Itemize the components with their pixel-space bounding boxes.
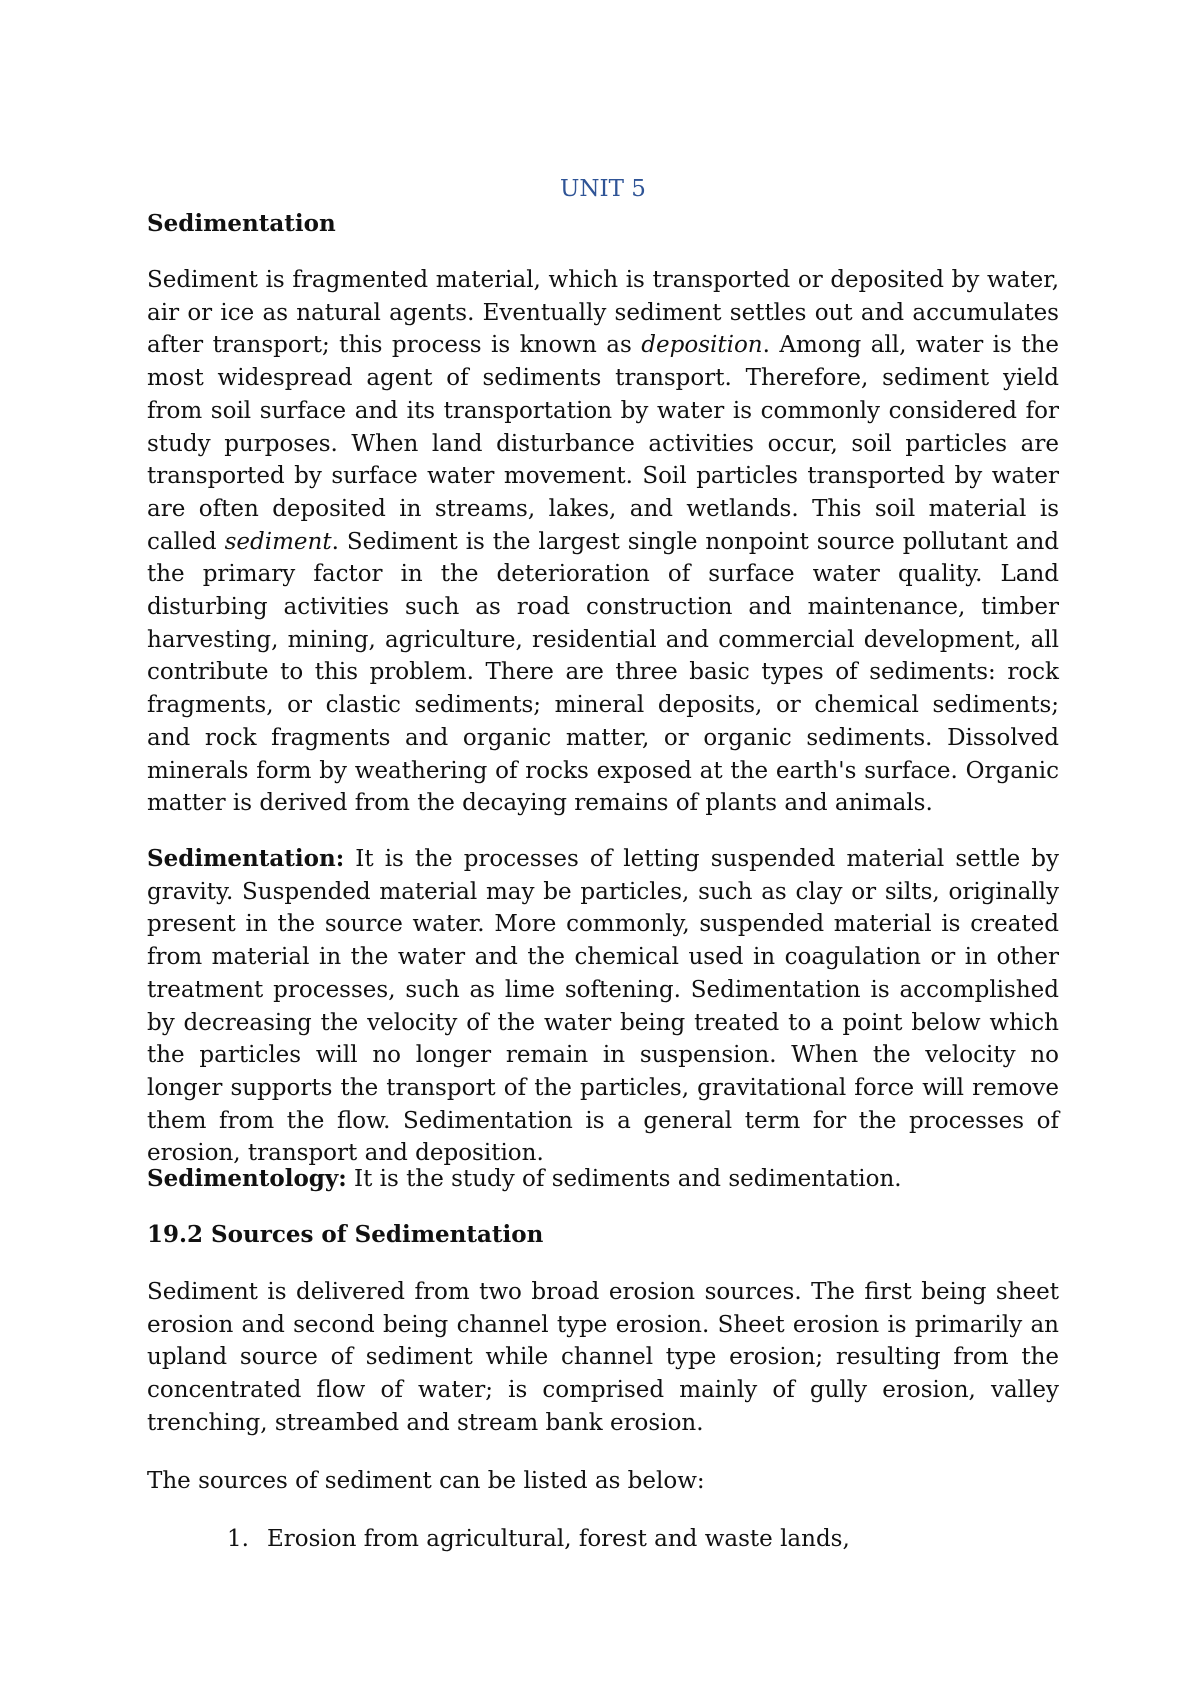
subsection-title: 19.2 Sources of Sedimentation	[147, 1221, 544, 1248]
intro-text-part1: Sediment is fragmented material, which is transported or deposited by water, air or ice as natural agents. Eventually sediment settles out and accumulates after transport; this process is known as	[147, 267, 1059, 359]
sedimentation-label: Sedimentation:	[147, 845, 345, 872]
list-item-number: 1.	[227, 1526, 249, 1552]
sources-list	[227, 1523, 1059, 1556]
term-sediment: sediment	[224, 528, 332, 555]
sources-paragraph: Sediment is delivered from two broad erosion sources. The first being sheet erosion and second being channel type erosion. Sheet erosion is primarily an upland source of sediment while channel type erosion; resulting from the concentrated flow of water; is comprised mainly of gully erosion, valley trenching, streambed and stream bank erosion.	[147, 1279, 1059, 1436]
sedimentology-text: It is the study of sediments and sedimentation.	[346, 1166, 902, 1192]
intro-text-part3: . Sediment is the largest single nonpoint source pollutant and the primary factor in the deterioration of surface water quality. Land disturbing activities such as road construction and maintenance, timber harvesting, mining, agriculture, residential and commercial development, all contribute to this problem. There are three basic types of sediments: rock fragments, or clastic sediments; mineral deposits, or chemical sediments; and rock fragments and organic matter, or organic sediments. Dissolved minerals form by weathering of rocks exposed at the earth's surface. Organic matter is derived from the decaying remains of plants and animals.	[147, 528, 1059, 817]
sedimentology-definition	[147, 1163, 1059, 1196]
intro-text-part2: . Among all, water is the most widespread agent of sediments transport. Therefore, sediment yield from soil surface and its transportation by water is commonly considered for study purposes. When land disturbance activities occur, soil particles are transported by surface water movement. Soil particles transported by water are often deposited in streams, lakes, and wetlands. This soil material is called	[147, 332, 1060, 555]
sedimentation-definition	[147, 843, 1059, 1170]
term-deposition: deposition	[641, 332, 763, 359]
sedimentation-text: It is the processes of letting suspended material settle by gravity. Suspended material may be particles, such as clay or silts, originally present in the source water. More commonly, suspended material is created from material in the water and the chemical used in coagulation or in other treatment processes, such as lime softening. Sedimentation is accomplished by decreasing the velocity of the water being treated to a point below which the particles will no longer remain in suspension. When the velocity no longer supports the transport of the particles, gravitational force will remove them from the flow. Sedimentation is a general term for the processes of erosion, transport and deposition.	[147, 846, 1059, 1167]
list-item-text: Erosion from agricultural, forest and waste lands,	[267, 1526, 850, 1552]
sedimentology-label: Sedimentology:	[147, 1165, 347, 1192]
unit-title: UNIT 5	[560, 176, 646, 202]
intro-paragraph	[147, 264, 1059, 820]
list-intro: The sources of sediment can be listed as below:	[147, 1468, 705, 1494]
list-item	[227, 1523, 1059, 1556]
section-title: Sedimentation	[147, 210, 336, 237]
